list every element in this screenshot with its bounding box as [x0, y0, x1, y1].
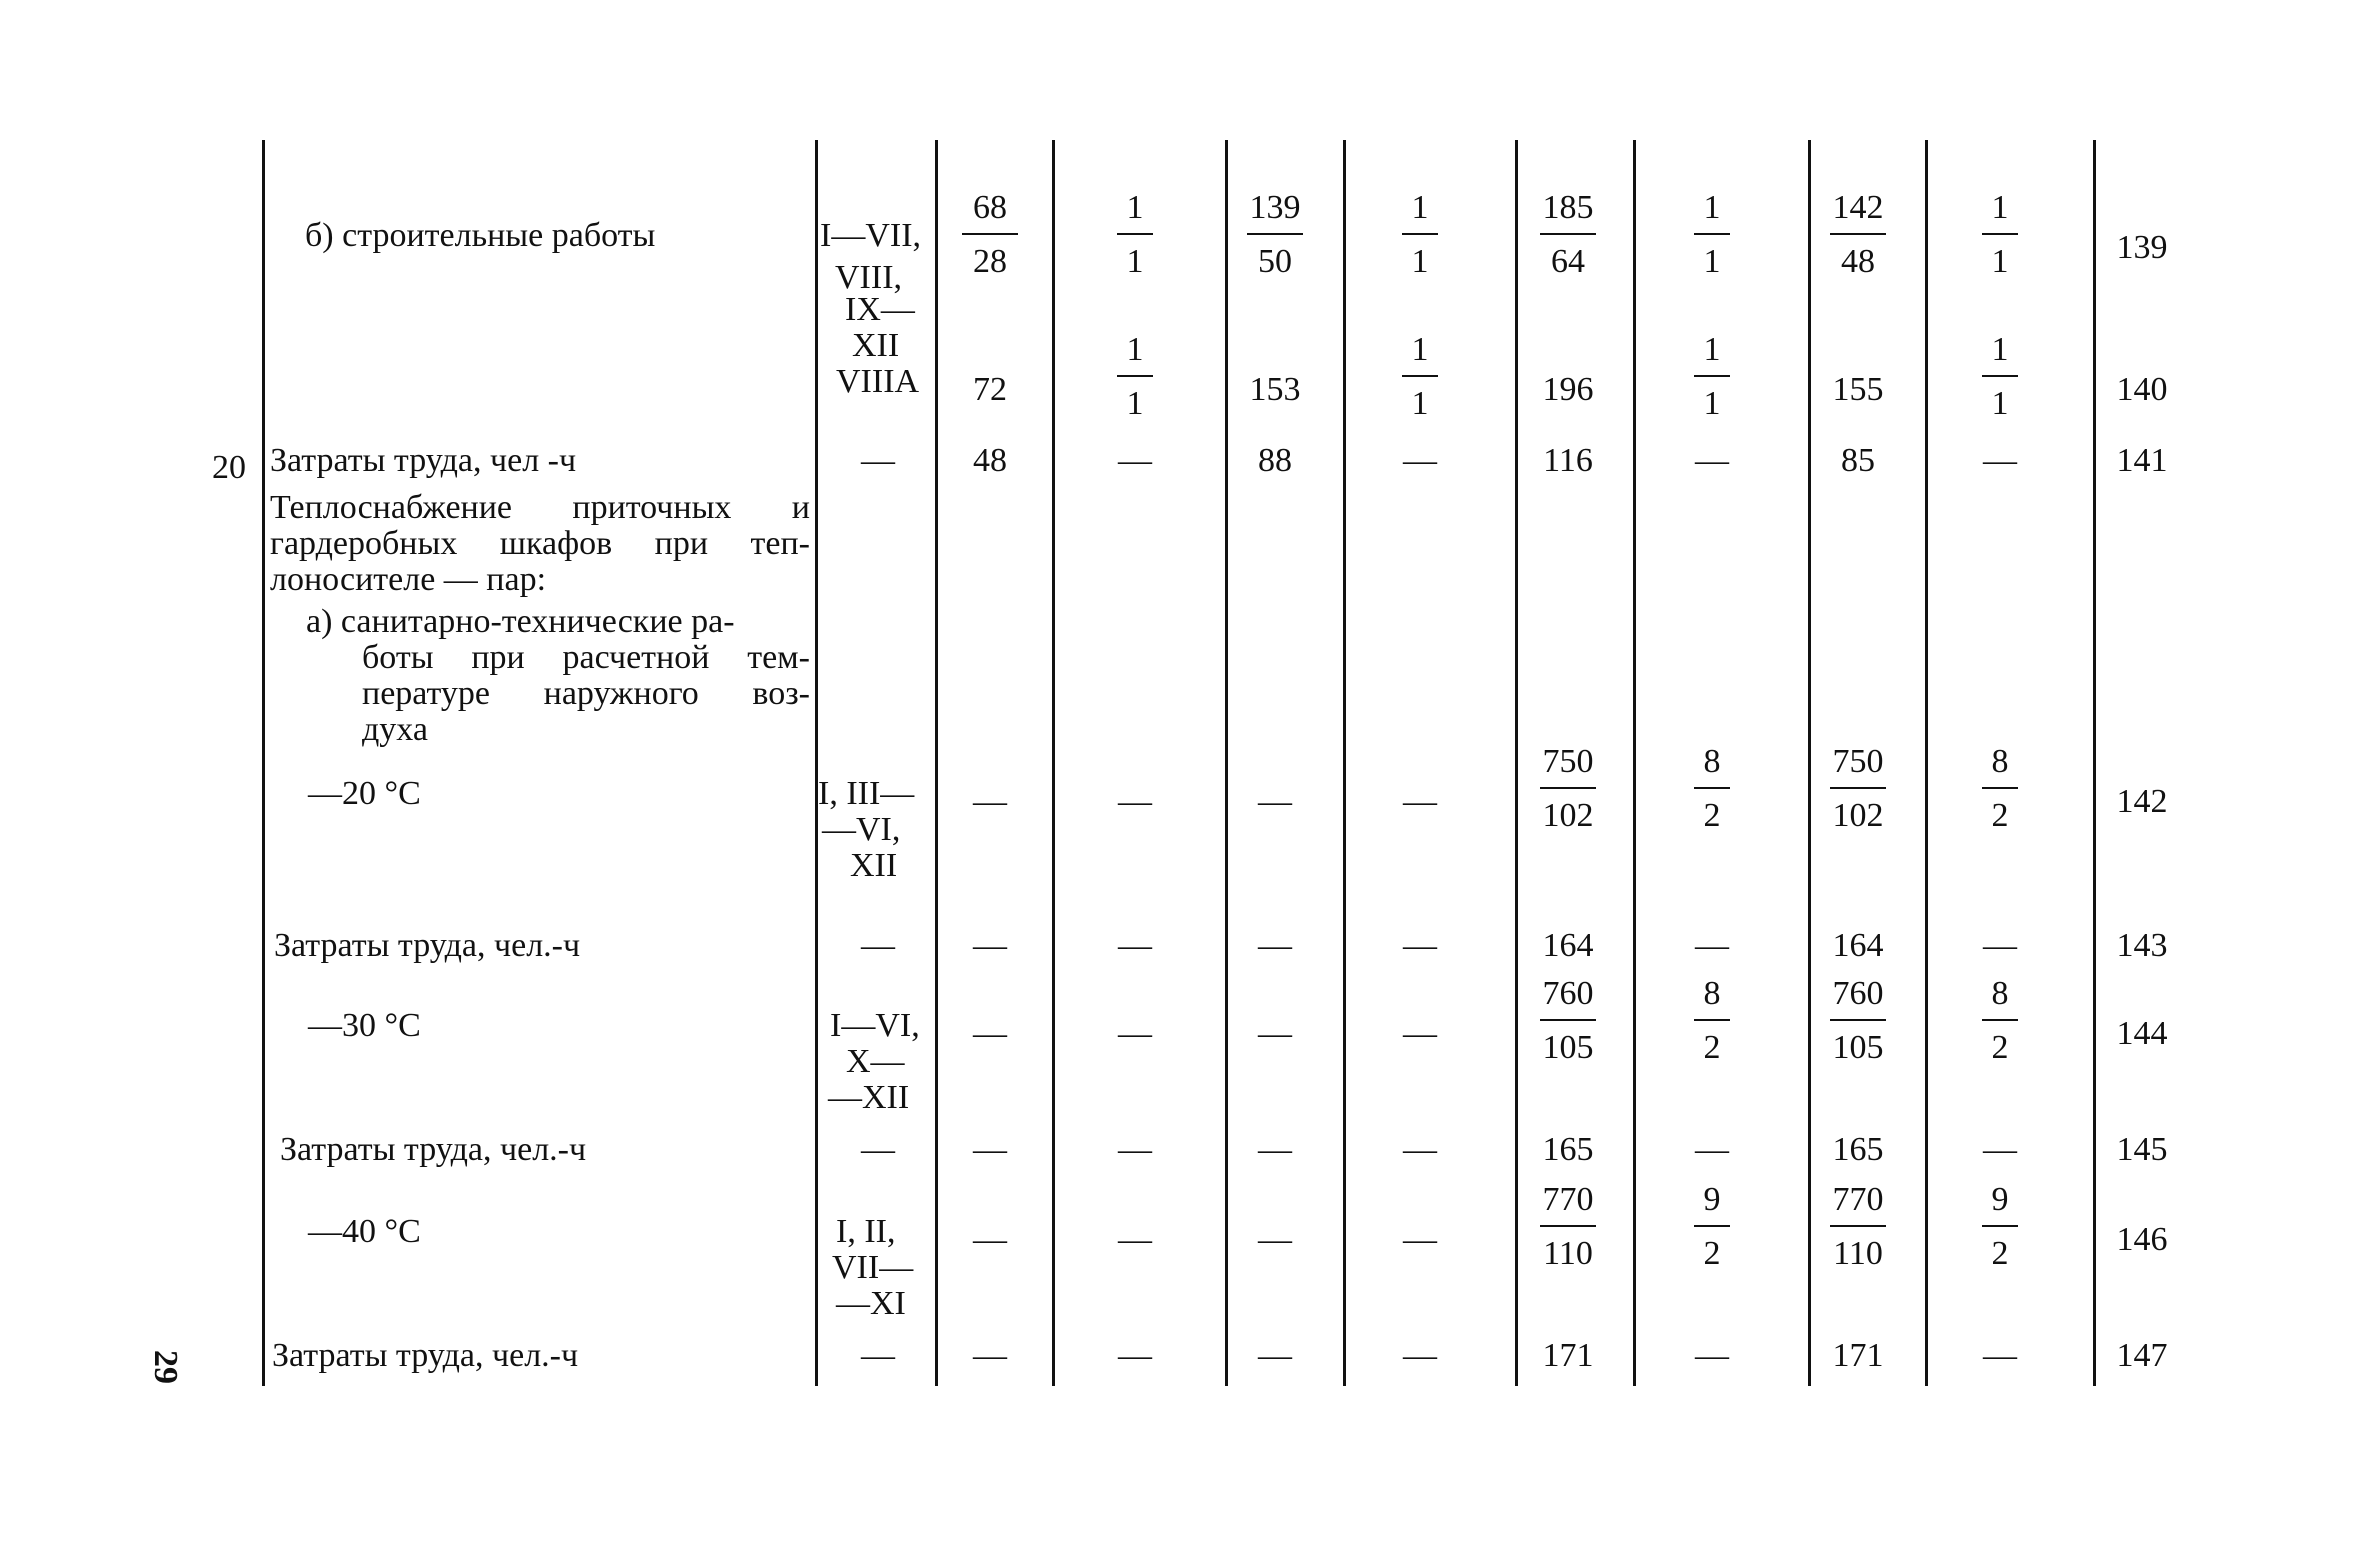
fraction-numerator: 8 — [1991, 975, 2009, 1012]
value-cell: — — [1118, 1015, 1152, 1052]
fraction-denominator: 105 — [1832, 1029, 1884, 1066]
value-cell: — — [973, 783, 1007, 820]
fraction-bar — [1540, 233, 1596, 235]
fraction-denominator: 2 — [1703, 1235, 1721, 1272]
fraction-denominator: 1 — [1703, 385, 1721, 422]
group-code: — — [861, 442, 895, 479]
fraction-cell — [1818, 190, 1898, 280]
value-cell: — — [973, 1221, 1007, 1258]
fraction-cell — [1672, 332, 1752, 422]
fraction-numerator: 1 — [1703, 189, 1721, 226]
row-code: 146 — [2116, 1221, 2168, 1258]
row-label-line: духа — [362, 711, 428, 748]
row-label-line: Теплоснабжение приточных и — [270, 489, 810, 526]
fraction-denominator: 48 — [1841, 243, 1875, 280]
row-label-line: гардеробных шкафов при теп- — [270, 525, 810, 562]
fraction-numerator: 760 — [1832, 975, 1884, 1012]
value-cell: 171 — [1542, 1337, 1594, 1374]
value-cell: 155 — [1832, 371, 1884, 408]
value-cell: — — [1258, 1015, 1292, 1052]
column-rule — [1225, 140, 1228, 1386]
fraction-cell — [1235, 190, 1315, 280]
value-cell: — — [1258, 1131, 1292, 1168]
fraction-bar — [1247, 233, 1303, 235]
item-number: 20 — [212, 449, 246, 486]
group-code: — — [861, 1131, 895, 1168]
row-code: 143 — [2116, 927, 2168, 964]
fraction-bar — [1117, 233, 1153, 235]
fraction-bar — [1982, 1225, 2018, 1227]
group-code-line: —XII — [828, 1079, 910, 1116]
fraction-denominator: 110 — [1833, 1235, 1883, 1272]
fraction-numerator: 750 — [1832, 743, 1884, 780]
fraction-denominator: 102 — [1542, 797, 1594, 834]
fraction-bar — [1694, 375, 1730, 377]
group-code-line: X— — [846, 1043, 905, 1080]
fraction-denominator: 2 — [1991, 1235, 2009, 1272]
group-code-line: VII— — [832, 1249, 914, 1286]
fraction-numerator: 750 — [1542, 743, 1594, 780]
fraction-numerator: 1 — [1126, 331, 1144, 368]
fraction-denominator: 1 — [1126, 243, 1144, 280]
fraction-cell — [1380, 190, 1460, 280]
fraction-numerator: 68 — [973, 189, 1007, 226]
column-rule — [935, 140, 938, 1386]
fraction-denominator: 1 — [1703, 243, 1721, 280]
fraction-bar — [1830, 1225, 1886, 1227]
column-rule — [1808, 140, 1811, 1386]
fraction-bar — [1402, 375, 1438, 377]
fraction-cell — [1095, 190, 1175, 280]
value-cell: — — [1258, 1221, 1292, 1258]
fraction-cell — [1960, 744, 2040, 834]
fraction-denominator: 2 — [1991, 1029, 2009, 1066]
fraction-bar — [1402, 233, 1438, 235]
value-cell: — — [1695, 927, 1729, 964]
value-cell: — — [1695, 442, 1729, 479]
fraction-bar — [1694, 787, 1730, 789]
fraction-bar — [1830, 787, 1886, 789]
value-cell: 171 — [1832, 1337, 1884, 1374]
fraction-cell — [950, 190, 1030, 280]
fraction-denominator: 2 — [1703, 797, 1721, 834]
value-cell: — — [1983, 1131, 2017, 1168]
fraction-bar — [1540, 787, 1596, 789]
fraction-numerator: 185 — [1542, 189, 1594, 226]
fraction-denominator: 1 — [1126, 385, 1144, 422]
fraction-cell — [1095, 332, 1175, 422]
fraction-bar — [1830, 1019, 1886, 1021]
fraction-numerator: 8 — [1703, 743, 1721, 780]
fraction-bar — [1117, 375, 1153, 377]
fraction-numerator: 770 — [1542, 1181, 1594, 1218]
fraction-bar — [1982, 1019, 2018, 1021]
fraction-denominator: 2 — [1991, 797, 2009, 834]
fraction-numerator: 8 — [1991, 743, 2009, 780]
value-cell: — — [1403, 927, 1437, 964]
row-code: 142 — [2116, 783, 2168, 820]
group-code: VIIIA — [836, 363, 920, 400]
value-cell: 85 — [1841, 442, 1875, 479]
value-cell: — — [1403, 783, 1437, 820]
group-code-line: I—VI, — [830, 1007, 920, 1044]
fraction-denominator: 2 — [1703, 1029, 1721, 1066]
value-cell: 72 — [973, 371, 1007, 408]
row-label-line: боты при расчетной тем- — [362, 639, 810, 676]
row-code: 144 — [2116, 1015, 2168, 1052]
row-label-line: а) санитарно-технические ра- — [306, 603, 735, 640]
fraction-denominator: 1 — [1991, 243, 2009, 280]
row-label: —40 °С — [308, 1213, 421, 1250]
group-code-line: I, II, — [836, 1213, 896, 1250]
value-cell: — — [1403, 1131, 1437, 1168]
value-cell: — — [1403, 1337, 1437, 1374]
value-cell: — — [1403, 1015, 1437, 1052]
column-rule — [2093, 140, 2096, 1386]
value-cell: — — [1118, 1221, 1152, 1258]
group-code-line: I—VII, — [820, 217, 922, 254]
value-cell: — — [1403, 1221, 1437, 1258]
fraction-numerator: 9 — [1703, 1181, 1721, 1218]
fraction-cell — [1960, 976, 2040, 1066]
group-code-line: VIII, — [835, 259, 903, 296]
fraction-numerator: 1 — [1126, 189, 1144, 226]
column-rule — [1052, 140, 1055, 1386]
value-cell: — — [1118, 1131, 1152, 1168]
row-label-line: пературе наружного воз- — [362, 675, 810, 712]
fraction-bar — [1830, 233, 1886, 235]
group-code: — — [861, 927, 895, 964]
value-cell: — — [1118, 783, 1152, 820]
fraction-numerator: 1 — [1411, 189, 1429, 226]
group-code-line: —VI, — [822, 811, 901, 848]
value-cell: 164 — [1542, 927, 1594, 964]
fraction-numerator: 1 — [1411, 331, 1429, 368]
row-code: 141 — [2116, 442, 2168, 479]
fraction-denominator: 1 — [1411, 385, 1429, 422]
value-cell: 116 — [1543, 442, 1593, 479]
value-cell: — — [1118, 1337, 1152, 1374]
value-cell: — — [1983, 927, 2017, 964]
row-code: 140 — [2116, 371, 2168, 408]
fraction-bar — [962, 233, 1018, 235]
column-rule — [1633, 140, 1636, 1386]
fraction-denominator: 28 — [973, 243, 1007, 280]
value-cell: 48 — [973, 442, 1007, 479]
fraction-cell — [1528, 190, 1608, 280]
value-cell: — — [1258, 783, 1292, 820]
fraction-bar — [1694, 1019, 1730, 1021]
row-label: —20 °С — [308, 775, 421, 812]
row-label: —30 °С — [308, 1007, 421, 1044]
row-label: Затраты труда, чел.-ч — [272, 1337, 579, 1374]
value-cell: — — [1983, 1337, 2017, 1374]
fraction-numerator: 8 — [1703, 975, 1721, 1012]
fraction-bar — [1540, 1225, 1596, 1227]
fraction-denominator: 64 — [1551, 243, 1585, 280]
fraction-cell — [1672, 976, 1752, 1066]
fraction-numerator: 1 — [1703, 331, 1721, 368]
fraction-cell — [1960, 1182, 2040, 1272]
fraction-cell — [1672, 1182, 1752, 1272]
fraction-cell — [1528, 1182, 1608, 1272]
value-cell: — — [1258, 1337, 1292, 1374]
row-label: Затраты труда, чел.-ч — [280, 1131, 587, 1168]
row-label: б) строительные работы — [305, 217, 656, 254]
column-rule — [815, 140, 818, 1386]
fraction-numerator: 1 — [1991, 189, 2009, 226]
row-label-line: лоносителе — пар: — [270, 561, 547, 598]
fraction-denominator: 110 — [1543, 1235, 1593, 1272]
value-cell: — — [973, 1337, 1007, 1374]
fraction-numerator: 1 — [1991, 331, 2009, 368]
value-cell: 165 — [1832, 1131, 1884, 1168]
fraction-cell — [1528, 744, 1608, 834]
group-code: — — [861, 1337, 895, 1374]
fraction-denominator: 102 — [1832, 797, 1884, 834]
fraction-cell — [1672, 190, 1752, 280]
column-rule — [1343, 140, 1346, 1386]
column-rule — [1925, 140, 1928, 1386]
value-cell: — — [1695, 1131, 1729, 1168]
group-code-line: XII — [852, 327, 900, 364]
fraction-cell — [1672, 744, 1752, 834]
column-rule — [1515, 140, 1518, 1386]
fraction-numerator: 142 — [1832, 189, 1884, 226]
value-cell: — — [1118, 442, 1152, 479]
group-code-line: —XI — [836, 1285, 906, 1322]
value-cell: — — [1118, 927, 1152, 964]
fraction-bar — [1982, 233, 2018, 235]
value-cell: — — [973, 1015, 1007, 1052]
fraction-cell — [1818, 976, 1898, 1066]
fraction-bar — [1982, 375, 2018, 377]
value-cell: — — [973, 1131, 1007, 1168]
value-cell: 196 — [1542, 371, 1594, 408]
row-code: 139 — [2116, 229, 2168, 266]
group-code-line: IX— — [845, 291, 915, 328]
row-label: Затраты труда, чел -ч — [270, 442, 577, 479]
column-rule — [262, 140, 265, 1386]
fraction-cell — [1818, 1182, 1898, 1272]
group-code-line: XII — [850, 847, 898, 884]
fraction-cell — [1960, 332, 2040, 422]
value-cell: 164 — [1832, 927, 1884, 964]
fraction-denominator: 1 — [1411, 243, 1429, 280]
value-cell: 165 — [1542, 1131, 1594, 1168]
value-cell: — — [973, 927, 1007, 964]
value-cell: — — [1695, 1337, 1729, 1374]
row-label: Затраты труда, чел.-ч — [274, 927, 581, 964]
fraction-cell — [1528, 976, 1608, 1066]
value-cell: 88 — [1258, 442, 1292, 479]
fraction-numerator: 770 — [1832, 1181, 1884, 1218]
fraction-denominator: 105 — [1542, 1029, 1594, 1066]
page-number: 29 — [147, 1350, 184, 1384]
fraction-denominator: 50 — [1258, 243, 1292, 280]
fraction-bar — [1540, 1019, 1596, 1021]
value-cell: — — [1258, 927, 1292, 964]
value-cell: — — [1983, 442, 2017, 479]
fraction-numerator: 139 — [1249, 189, 1301, 226]
fraction-bar — [1694, 1225, 1730, 1227]
value-cell: — — [1403, 442, 1437, 479]
group-code-line: I, III— — [818, 775, 915, 812]
fraction-bar — [1694, 233, 1730, 235]
row-code: 145 — [2116, 1131, 2168, 1168]
fraction-cell — [1380, 332, 1460, 422]
fraction-denominator: 1 — [1991, 385, 2009, 422]
fraction-numerator: 9 — [1991, 1181, 2009, 1218]
fraction-bar — [1982, 787, 2018, 789]
fraction-cell — [1960, 190, 2040, 280]
value-cell: 153 — [1249, 371, 1301, 408]
row-code: 147 — [2116, 1337, 2168, 1374]
fraction-numerator: 760 — [1542, 975, 1594, 1012]
fraction-cell — [1818, 744, 1898, 834]
